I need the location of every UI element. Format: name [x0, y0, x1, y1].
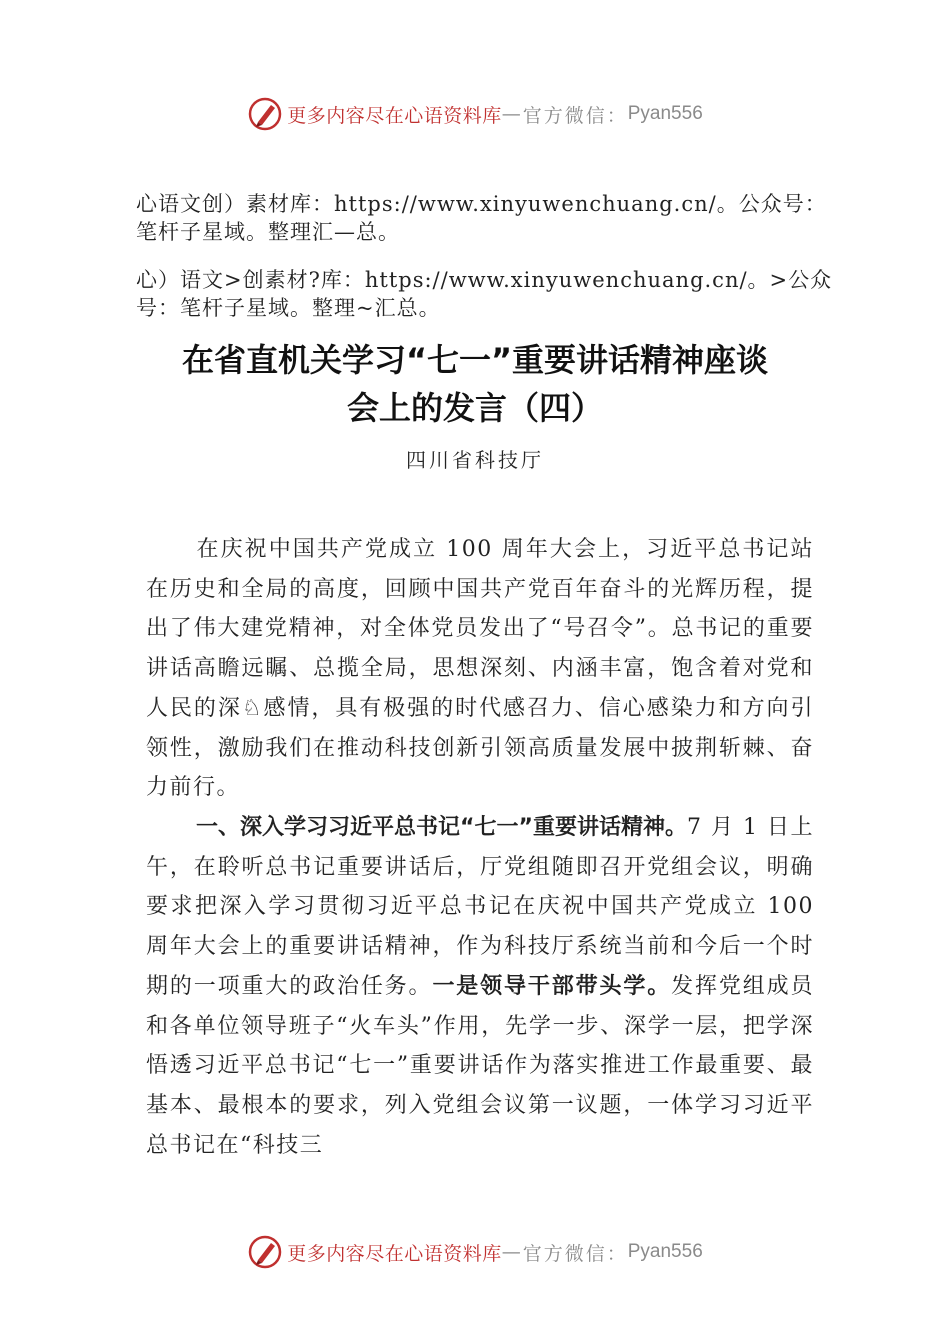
watermark-wechat-label: 官方微信：: [522, 1242, 628, 1265]
noise-text-1: 心语文创）素材库：https://www.xinyuwenchuang.cn/。公众号：笔杆子星域。整理汇—总。: [136, 192, 827, 244]
watermark-wechat-id: Pyan556: [627, 103, 703, 124]
watermark-text: 更多内容尽在心语资料库: [287, 104, 502, 127]
watermark-header: [0, 94, 950, 134]
watermark-dash: —: [501, 1241, 523, 1263]
watermark-text: 更多内容尽在心语资料库: [287, 1242, 502, 1265]
section-bold-point: 一是领导干部带头学。: [432, 972, 672, 999]
document-title-line-2: 会上的发言（四）: [346, 389, 603, 427]
noise-text-2: 心）语文>创素材?库：https://www.xinyuwenchuang.cn/。>公众号：笔杆子星域。整理~汇总。: [136, 268, 833, 320]
paragraph-section-1: [146, 808, 814, 1165]
section-text-2: 发挥党组成员和各单位领导班子“火车头”作用，先学一步、深学一层，把学深悟透习近平总书记“七一”重要讲话作为落实推进工作最重要、最基本、最根本的要求，列入党组会议第一议题，一体学习习近平总书记在“科技三: [146, 973, 814, 1158]
document-title-line-1: 在省直机关学习“七一”重要讲话精神座谈: [181, 341, 769, 379]
paragraph-intro: [146, 530, 814, 808]
watermark-footer: [0, 1232, 950, 1272]
watermark-wechat-label: 官方微信：: [522, 104, 628, 127]
section-heading: 一、深入学习习近平总书记“七一”重要讲话精神。: [196, 815, 687, 840]
watermark-dash: —: [501, 103, 523, 125]
section-text-1: 7 月 1 日上午，在聆听总书记重要讲话后，厅党组随即召开党组会议，明确要求把深入学习贯彻习近平总书记在庆祝中国共产党成立 100 周年大会上的重要讲话精神，作为科技厅系统当前和今后一个时期的一项重大的政治任务。: [146, 815, 814, 999]
author-organization: 四川省科技厅: [406, 448, 544, 472]
paragraph-intro-text: 在庆祝中国共产党成立 100 周年大会上，习近平总书记站在历史和全局的高度，回顾中国共产党百年奋斗的光辉历程，提出了伟大建党精神，对全体党员发出了“号召令”。总书记的重要讲话高瞻远瞩、总揽全局，思想深刻、内涵丰富，饱含着对党和人民的深♘感情，具有极强的时代感召力、信心感染力和方向引领性，激励我们在推动科技创新引领高质量发展中披荆斩棘、奋力前行。: [146, 537, 814, 801]
pen-logo-icon: [247, 1234, 283, 1270]
watermark-wechat-id: Pyan556: [627, 1241, 703, 1262]
pen-logo-icon: [247, 96, 283, 132]
